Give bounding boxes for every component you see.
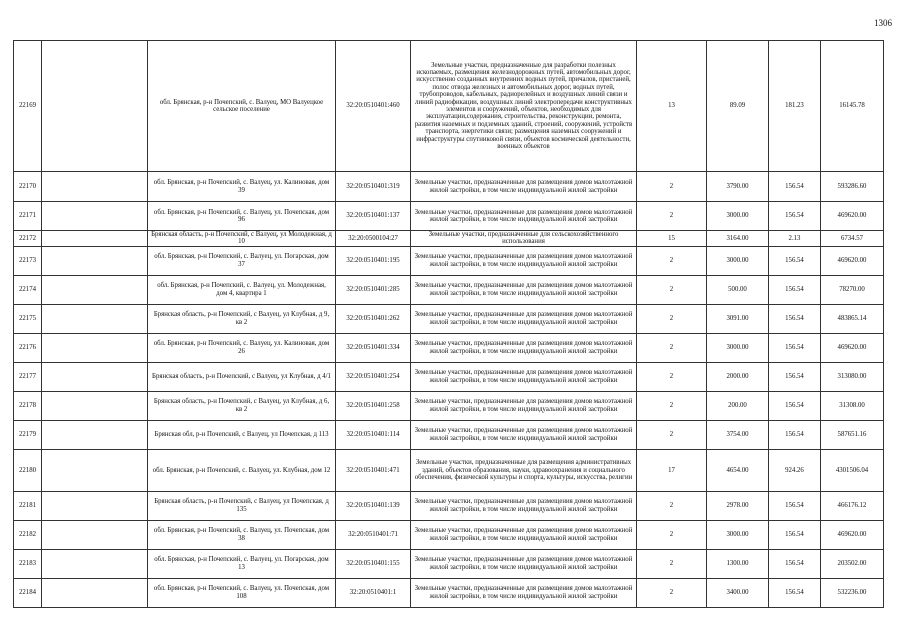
cadastral-value-table: [13, 40, 884, 608]
specific-value-cell: 156.54: [769, 520, 821, 549]
table-row: [14, 420, 884, 449]
specific-value-cell: 156.54: [769, 202, 821, 231]
specific-value-cell: 156.54: [769, 304, 821, 333]
category-cell: 2: [637, 391, 707, 420]
cadastral-number-cell: 32:20:0510401:155: [336, 549, 411, 578]
empty-cell: [42, 578, 148, 607]
address-cell: Брянская область, р-н Почепский, с Валуец, ул Клубная, д 4/1: [148, 362, 336, 391]
specific-value-cell: 156.54: [769, 362, 821, 391]
cadastral-number-cell: 32:20:0510401:71: [336, 520, 411, 549]
table-row: [14, 449, 884, 491]
area-cell: 500.00: [707, 275, 769, 304]
area-cell: 3164.00: [707, 231, 769, 247]
cadastral-value-cell: 469620.00: [821, 246, 884, 275]
row-number-cell: 22176: [14, 333, 42, 362]
cadastral-value-cell: 466176.12: [821, 491, 884, 520]
category-cell: 2: [637, 520, 707, 549]
address-cell: обл. Брянская, р-н Почепский, с. Валуец, ул. Почепская, дом 38: [148, 520, 336, 549]
cadastral-value-cell: 469620.00: [821, 202, 884, 231]
land-use-cell: Земельные участки, предназначенные для размещения домов малоэтажной жилой застройки, в том числе индивидуальной жилой застройки: [411, 578, 637, 607]
address-cell: обл. Брянская, р-н Почепский, с. Валуец, ул. Почепская, дом 108: [148, 578, 336, 607]
land-use-cell: Земельные участки, предназначенные для размещения домов малоэтажной жилой застройки, в том числе индивидуальной жилой застройки: [411, 202, 637, 231]
land-use-cell: Земельные участки, предназначенные для размещения домов малоэтажной жилой застройки, в том числе индивидуальной жилой застройки: [411, 172, 637, 202]
table-row: [14, 578, 884, 607]
cadastral-number-cell: 32:20:0510401:319: [336, 172, 411, 202]
specific-value-cell: 156.54: [769, 333, 821, 362]
area-cell: 200.00: [707, 391, 769, 420]
specific-value-cell: 156.54: [769, 491, 821, 520]
land-use-cell: Земельные участки, предназначенные для размещения домов малоэтажной жилой застройки, в том числе индивидуальной жилой застройки: [411, 549, 637, 578]
specific-value-cell: 156.54: [769, 391, 821, 420]
empty-cell: [42, 333, 148, 362]
row-number-cell: 22178: [14, 391, 42, 420]
empty-cell: [42, 304, 148, 333]
empty-cell: [42, 275, 148, 304]
address-cell: обл. Брянская, р-н Почепский, с. Валуец, ул. Погарская, дом 13: [148, 549, 336, 578]
land-use-cell: Земельные участки, предназначенные для размещения домов малоэтажной жилой застройки, в том числе индивидуальной жилой застройки: [411, 304, 637, 333]
specific-value-cell: 181.23: [769, 41, 821, 172]
empty-cell: [42, 491, 148, 520]
row-number-cell: 22172: [14, 231, 42, 247]
address-cell: обл. Брянская, р-н Почепский, с. Валуец, ул. Молодежная, дом 4, квартира 1: [148, 275, 336, 304]
table-body: [14, 41, 884, 608]
area-cell: 3400.00: [707, 578, 769, 607]
category-cell: 17: [637, 449, 707, 491]
empty-cell: [42, 549, 148, 578]
address-cell: Брянская область, р-н Почепский, с Валуец, ул Почепская, д 135: [148, 491, 336, 520]
cadastral-value-cell: 313080.00: [821, 362, 884, 391]
cadastral-number-cell: 32:20:0510401:334: [336, 333, 411, 362]
cadastral-number-cell: 32:20:0510401:258: [336, 391, 411, 420]
area-cell: 2978.00: [707, 491, 769, 520]
specific-value-cell: 2.13: [769, 231, 821, 247]
empty-cell: [42, 391, 148, 420]
cadastral-value-cell: 78270.00: [821, 275, 884, 304]
area-cell: 3091.00: [707, 304, 769, 333]
cadastral-value-cell: 4301506.04: [821, 449, 884, 491]
row-number-cell: 22179: [14, 420, 42, 449]
cadastral-value-cell: 483865.14: [821, 304, 884, 333]
land-use-cell: Земельные участки, предназначенные для размещения домов малоэтажной жилой застройки, в том числе индивидуальной жилой застройки: [411, 246, 637, 275]
specific-value-cell: 156.54: [769, 578, 821, 607]
address-cell: обл. Брянская, р-н Почепский, с. Валуец, ул. Калиновая, дом 39: [148, 172, 336, 202]
address-cell: Брянская область, р-н Почепский, с Валуец, ул Молодежная, д 10: [148, 231, 336, 247]
specific-value-cell: 156.54: [769, 172, 821, 202]
table-row: [14, 172, 884, 202]
cadastral-number-cell: 32:20:0510401:285: [336, 275, 411, 304]
empty-cell: [42, 246, 148, 275]
specific-value-cell: 924.26: [769, 449, 821, 491]
table-row: [14, 231, 884, 247]
table-row: [14, 41, 884, 172]
address-cell: обл. Брянская, р-н Почепский, с. Валуец, ул. Погарская, дом 37: [148, 246, 336, 275]
land-use-cell: Земельные участки, предназначенные для размещения домов малоэтажной жилой застройки, в том числе индивидуальной жилой застройки: [411, 275, 637, 304]
row-number-cell: 22181: [14, 491, 42, 520]
empty-cell: [42, 202, 148, 231]
row-number-cell: 22177: [14, 362, 42, 391]
address-cell: обл. Брянская, р-н Почепский, с. Валуец, ул. Почепская, дом 96: [148, 202, 336, 231]
cadastral-value-cell: 6734.57: [821, 231, 884, 247]
empty-cell: [42, 172, 148, 202]
area-cell: 89.09: [707, 41, 769, 172]
address-cell: Брянская обл, р-н Почепский, с Валуец, ул Почепская, д 113: [148, 420, 336, 449]
category-cell: 2: [637, 304, 707, 333]
cadastral-number-cell: 32:20:0510401:471: [336, 449, 411, 491]
area-cell: 3000.00: [707, 246, 769, 275]
page-number: 1306: [874, 18, 892, 28]
table-row: [14, 362, 884, 391]
cadastral-value-cell: 587651.16: [821, 420, 884, 449]
row-number-cell: 22180: [14, 449, 42, 491]
empty-cell: [42, 362, 148, 391]
land-use-cell: Земельные участки, предназначенные для разработки полезных ископаемых, размещения железнодорожных путей, автомобильных дорог, искусственно созданных внутренних водных путей, причалов, пристаней, полос отвода железных и автомобильных дорог, водных путей, трубопроводов, кабельных, радиорелейных и воздушных линий связи и линий радиофикации, воздушных линий электропередачи конструктивных элементов и сооружений, объектов, необходимых для эксплуатации,содержания, строительства, реконструкции, ремонта, развития наземных и подземных зданий, строений, сооружений, устройств транспорта, энергетики связи; размещения наземных сооружений и инфраструктуры спутниковой связи, объектов космической деятельности, военных объектов: [411, 41, 637, 172]
category-cell: 2: [637, 491, 707, 520]
category-cell: 2: [637, 362, 707, 391]
empty-cell: [42, 420, 148, 449]
area-cell: 3754.00: [707, 420, 769, 449]
address-cell: обл. Брянская, р-н Почепский, с. Валуец, МО Валуецкое сельское поселение: [148, 41, 336, 172]
specific-value-cell: 156.54: [769, 246, 821, 275]
table-row: [14, 391, 884, 420]
cadastral-value-cell: 532236.00: [821, 578, 884, 607]
cadastral-number-cell: 32:20:0510401:262: [336, 304, 411, 333]
cadastral-number-cell: 32:20:0510401:139: [336, 491, 411, 520]
category-cell: 2: [637, 578, 707, 607]
land-use-cell: Земельные участки, предназначенные для размещения домов малоэтажной жилой застройки, в том числе индивидуальной жилой застройки: [411, 391, 637, 420]
empty-cell: [42, 520, 148, 549]
area-cell: 3790.00: [707, 172, 769, 202]
table-row: [14, 333, 884, 362]
cadastral-value-cell: 469620.00: [821, 520, 884, 549]
area-cell: 4654.00: [707, 449, 769, 491]
category-cell: 2: [637, 172, 707, 202]
land-use-cell: Земельные участки, предназначенные для размещения домов малоэтажной жилой застройки, в том числе индивидуальной жилой застройки: [411, 420, 637, 449]
row-number-cell: 22184: [14, 578, 42, 607]
table-row: [14, 275, 884, 304]
category-cell: 2: [637, 246, 707, 275]
land-use-cell: Земельные участки, предназначенные для размещения домов малоэтажной жилой застройки, в том числе индивидуальной жилой застройки: [411, 491, 637, 520]
address-cell: Брянская область, р-н Почепский, с Валуец, ул Клубная, д 6, кв 2: [148, 391, 336, 420]
category-cell: 15: [637, 231, 707, 247]
address-cell: Брянская область, р-н Почепский, с Валуец, ул Клубная, д 9, кв 2: [148, 304, 336, 333]
address-cell: обл. Брянская, р-н Почепский, с. Валуец, ул. Калиновая, дом 26: [148, 333, 336, 362]
table-row: [14, 246, 884, 275]
row-number-cell: 22171: [14, 202, 42, 231]
empty-cell: [42, 449, 148, 491]
row-number-cell: 22175: [14, 304, 42, 333]
cadastral-number-cell: 32:20:0510401:254: [336, 362, 411, 391]
category-cell: 2: [637, 420, 707, 449]
land-use-cell: Земельные участки, предназначенные для размещения домов малоэтажной жилой застройки, в том числе индивидуальной жилой застройки: [411, 520, 637, 549]
cadastral-number-cell: 32:20:0510401:114: [336, 420, 411, 449]
row-number-cell: 22183: [14, 549, 42, 578]
row-number-cell: 22170: [14, 172, 42, 202]
table-row: [14, 549, 884, 578]
cadastral-value-cell: 469620.00: [821, 333, 884, 362]
empty-cell: [42, 41, 148, 172]
land-use-cell: Земельные участки, предназначенные для размещения домов малоэтажной жилой застройки, в том числе индивидуальной жилой застройки: [411, 333, 637, 362]
category-cell: 13: [637, 41, 707, 172]
row-number-cell: 22169: [14, 41, 42, 172]
category-cell: 2: [637, 275, 707, 304]
table-row: [14, 304, 884, 333]
cadastral-number-cell: 32:20:0510401:1: [336, 578, 411, 607]
specific-value-cell: 156.54: [769, 275, 821, 304]
empty-cell: [42, 231, 148, 247]
row-number-cell: 22174: [14, 275, 42, 304]
address-cell: обл. Брянская, р-н Почепский, с. Валуец, ул. Клубная, дом 12: [148, 449, 336, 491]
category-cell: 2: [637, 202, 707, 231]
area-cell: 2000.00: [707, 362, 769, 391]
table-row: [14, 491, 884, 520]
area-cell: 1300.00: [707, 549, 769, 578]
cadastral-number-cell: 32:20:0510401:195: [336, 246, 411, 275]
land-use-cell: Земельные участки, предназначенные для размещения административных зданий, объектов образования, науки, здравоохранения и социального обеспечения, физической культуры и спорта, культуры, искусства, религии: [411, 449, 637, 491]
cadastral-value-cell: 16145.78: [821, 41, 884, 172]
row-number-cell: 22173: [14, 246, 42, 275]
category-cell: 2: [637, 333, 707, 362]
cadastral-value-cell: 203502.00: [821, 549, 884, 578]
land-use-cell: Земельные участки, предназначенные для сельскохозяйственного использования: [411, 231, 637, 247]
specific-value-cell: 156.54: [769, 549, 821, 578]
cadastral-value-cell: 31308.00: [821, 391, 884, 420]
cadastral-number-cell: 32:20:0510401:460: [336, 41, 411, 172]
cadastral-value-cell: 593286.60: [821, 172, 884, 202]
area-cell: 3000.00: [707, 520, 769, 549]
specific-value-cell: 156.54: [769, 420, 821, 449]
cadastral-number-cell: 32:20:0510401:137: [336, 202, 411, 231]
area-cell: 3000.00: [707, 333, 769, 362]
area-cell: 3000.00: [707, 202, 769, 231]
table-row: [14, 202, 884, 231]
row-number-cell: 22182: [14, 520, 42, 549]
table-row: [14, 520, 884, 549]
category-cell: 2: [637, 549, 707, 578]
land-use-cell: Земельные участки, предназначенные для размещения домов малоэтажной жилой застройки, в том числе индивидуальной жилой застройки: [411, 362, 637, 391]
cadastral-number-cell: 32:20:0500104:27: [336, 231, 411, 247]
